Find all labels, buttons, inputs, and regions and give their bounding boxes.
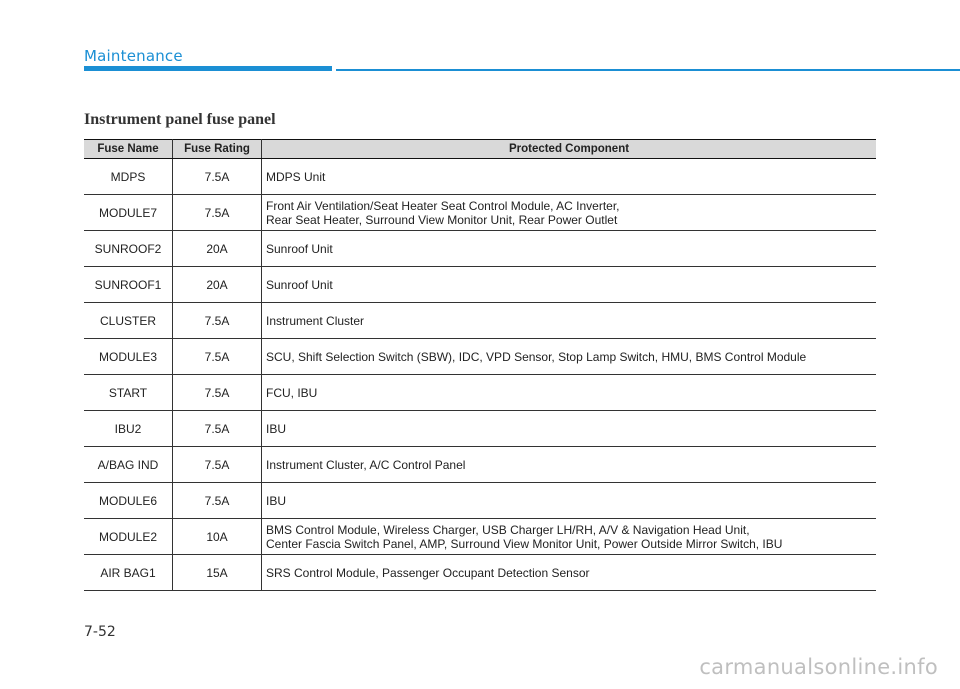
protected-component-cell xyxy=(262,483,877,519)
fuse-table-body xyxy=(84,159,876,591)
column-header-fuse-rating: Fuse Rating xyxy=(173,140,262,159)
protected-component-line: FCU, IBU xyxy=(266,385,318,400)
fuse-name-cell: START xyxy=(84,375,173,411)
protected-component-cell xyxy=(262,555,877,591)
protected-component-cell xyxy=(262,159,877,195)
table-row xyxy=(84,519,876,555)
protected-component-line: Sunroof Unit xyxy=(266,241,333,256)
table-row xyxy=(84,195,876,231)
table-row xyxy=(84,375,876,411)
fuse-rating-cell: 7.5A xyxy=(173,339,262,375)
protected-component-line: MDPS Unit xyxy=(266,169,326,184)
table-row xyxy=(84,483,876,519)
protected-component-cell xyxy=(262,519,877,555)
protected-component-line: BMS Control Module, Wireless Charger, USB Charger LH/RH, A/V & Navigation Head Unit, xyxy=(266,522,750,537)
fuse-rating-cell: 7.5A xyxy=(173,375,262,411)
fuse-name-cell: MODULE3 xyxy=(84,339,173,375)
fuse-table xyxy=(84,139,876,591)
table-row xyxy=(84,267,876,303)
fuse-rating-cell: 7.5A xyxy=(173,303,262,339)
fuse-name-cell: MDPS xyxy=(84,159,173,195)
fuse-rating-cell: 20A xyxy=(173,231,262,267)
fuse-rating-cell: 20A xyxy=(173,267,262,303)
protected-component-cell xyxy=(262,303,877,339)
fuse-name-cell: MODULE6 xyxy=(84,483,173,519)
fuse-rating-cell: 7.5A xyxy=(173,411,262,447)
section-label: Maintenance xyxy=(84,47,183,65)
table-row xyxy=(84,411,876,447)
table-row xyxy=(84,303,876,339)
protected-component-cell xyxy=(262,231,877,267)
fuse-rating-cell: 15A xyxy=(173,555,262,591)
column-header-protected-component: Protected Component xyxy=(262,140,877,159)
fuse-rating-cell: 7.5A xyxy=(173,447,262,483)
fuse-name-cell: SUNROOF2 xyxy=(84,231,173,267)
page-title: Instrument panel fuse panel xyxy=(84,111,276,128)
table-row xyxy=(84,339,876,375)
protected-component-cell xyxy=(262,195,877,231)
protected-component-line: Rear Seat Heater, Surround View Monitor Unit, Rear Power Outlet xyxy=(266,212,618,227)
table-header-row xyxy=(84,140,876,159)
fuse-rating-cell: 7.5A xyxy=(173,195,262,231)
protected-component-cell xyxy=(262,339,877,375)
table-row xyxy=(84,159,876,195)
fuse-name-cell: IBU2 xyxy=(84,411,173,447)
protected-component-line: SCU, Shift Selection Switch (SBW), IDC, VPD Sensor, Stop Lamp Switch, HMU, BMS Control Module xyxy=(266,349,807,364)
protected-component-line: Instrument Cluster, A/C Control Panel xyxy=(266,457,466,472)
protected-component-line: IBU xyxy=(266,421,287,436)
fuse-name-cell: AIR BAG1 xyxy=(84,555,173,591)
table-row xyxy=(84,231,876,267)
fuse-name-cell: SUNROOF1 xyxy=(84,267,173,303)
table-row xyxy=(84,555,876,591)
header-rule-thin xyxy=(336,69,960,71)
protected-component-line: Instrument Cluster xyxy=(266,313,365,328)
fuse-name-cell: MODULE7 xyxy=(84,195,173,231)
protected-component-cell xyxy=(262,267,877,303)
protected-component-cell xyxy=(262,411,877,447)
fuse-rating-cell: 10A xyxy=(173,519,262,555)
protected-component-line: Center Fascia Switch Panel, AMP, Surround View Monitor Unit, Power Outside Mirror Switch, IBU xyxy=(266,536,783,551)
protected-component-line: SRS Control Module, Passenger Occupant Detection Sensor xyxy=(266,565,590,580)
column-header-fuse-name: Fuse Name xyxy=(84,140,173,159)
protected-component-cell xyxy=(262,447,877,483)
protected-component-line: IBU xyxy=(266,493,287,508)
fuse-name-cell: MODULE2 xyxy=(84,519,173,555)
protected-component-cell xyxy=(262,375,877,411)
header-rule-thick xyxy=(84,66,332,71)
fuse-name-cell: A/BAG IND xyxy=(84,447,173,483)
table-row xyxy=(84,447,876,483)
page-number: 7-52 xyxy=(84,624,116,640)
protected-component-line: Sunroof Unit xyxy=(266,277,333,292)
fuse-rating-cell: 7.5A xyxy=(173,159,262,195)
protected-component-line: Front Air Ventilation/Seat Heater Seat Control Module, AC Inverter, xyxy=(266,198,620,213)
watermark: carmanualsonline.info xyxy=(699,655,938,679)
fuse-name-cell: CLUSTER xyxy=(84,303,173,339)
fuse-rating-cell: 7.5A xyxy=(173,483,262,519)
